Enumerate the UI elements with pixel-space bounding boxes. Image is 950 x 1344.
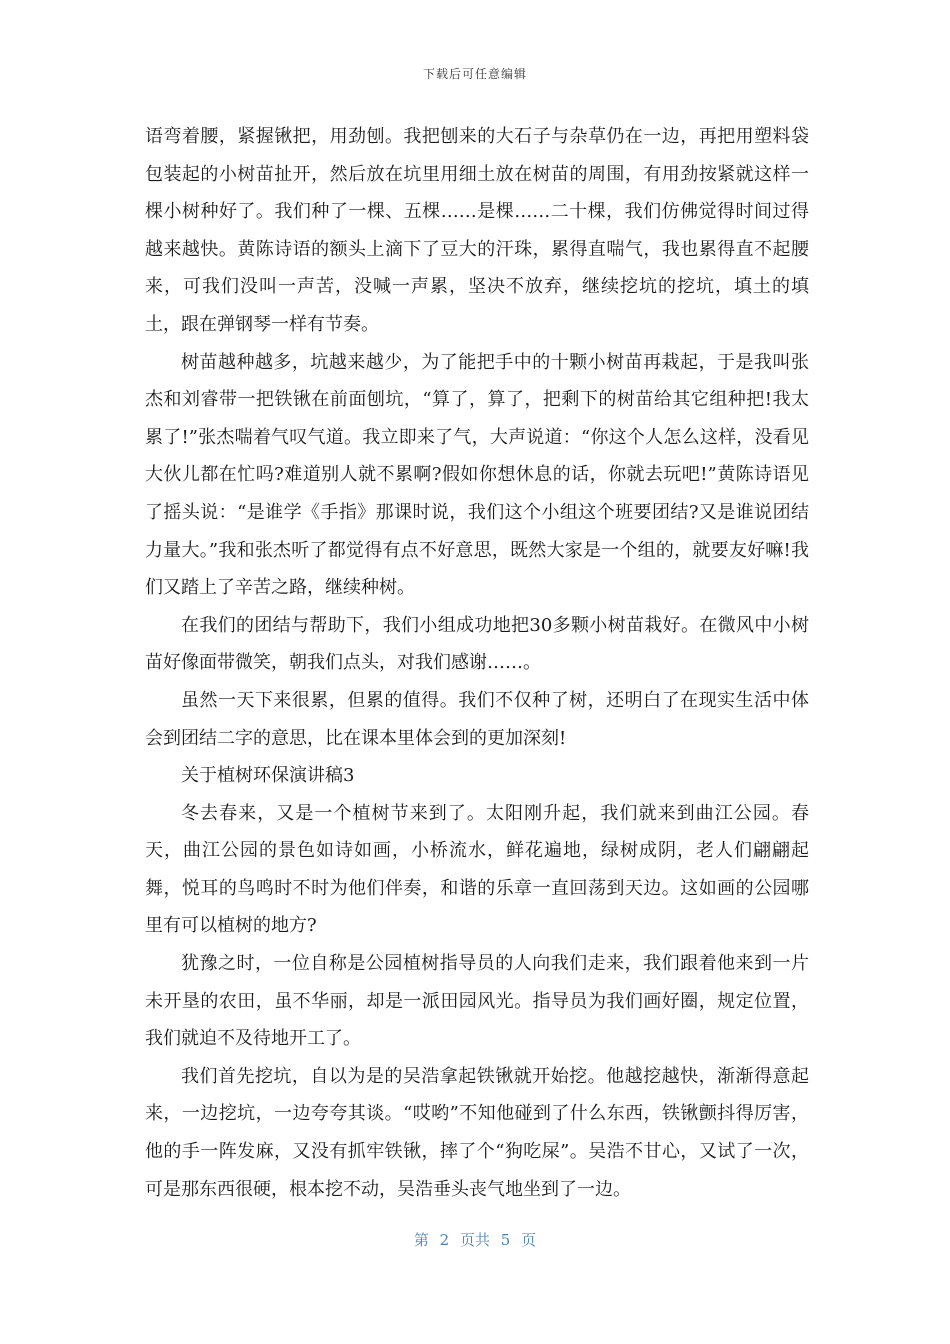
paragraph: 在我们的团结与帮助下，我们小组成功地把30多颗小树苗栽好。在微风中小树苗好像面带微笑，朝我们点头，对我们感谢……。 bbox=[145, 614, 809, 674]
section-title: 关于植树环保演讲稿3 bbox=[181, 765, 355, 787]
paragraph: 犹豫之时，一位自称是公园植树指导员的人向我们走来，我们跟着他来到一片未开垦的农田，虽不华丽，却是一派田园风光。指导员为我们画好圈，规定位置，我们就迫不及待地开工了。 bbox=[145, 953, 809, 1050]
page-header: 下载后可任意编辑 bbox=[422, 67, 527, 81]
paragraph: 我们首先挖坑，自以为是的吴浩拿起铁锹就开始挖。他越挖越快，渐渐得意起来，一边挖坑，一边夸夸其谈。“哎哟”不知他碰到了什么东西，铁锹颤抖得厉害，他的手一阵发麻，又没有抓牢铁锹，摔了个“狗吃屎”。吴浩不甘心，又试了一次，可是那东西很硬，根本挖不动，吴浩垂头丧气地坐到了一边。 bbox=[145, 1065, 809, 1200]
document-body bbox=[145, 118, 809, 1208]
paragraph: 虽然一天下来很累，但累的值得。我们不仅种了树，还明白了在现实生活中体会到团结二字的意思，比在课本里体会到的更加深刻! bbox=[145, 689, 809, 749]
paragraph: 冬去春来，又是一个植树节来到了。太阳刚升起，我们就来到曲江公园。春天，曲江公园的景色如诗如画，小桥流水，鲜花遍地，绿树成阴，老人们翩翩起舞，悦耳的鸟鸣时不时为他们伴奏，和谐的乐章一直回荡到天边。这如画的公园哪里有可以植树的地方? bbox=[145, 802, 809, 937]
paragraph-continued: 语弯着腰，紧握锹把，用劲刨。我把刨来的大石子与杂草仍在一边，再把用塑料袋包装起的小树苗扯开，然后放在坑里用细土放在树苗的周围，有用劲按紧就这样一棵小树种好了。我们种了一棵、五棵……是棵……二十棵，我们仿佛觉得时间过得越来越快。黄陈诗语的额头上滴下了豆大的汗珠，累得直喘气，我也累得直不起腰来，可我们没叫一声苦，没喊一声累，坚决不放弃，继续挖坑的挖坑，填土的填土，跟在弹钢琴一样有节奏。 bbox=[145, 126, 809, 335]
page-footer: 第 2 页共 5 页 bbox=[413, 1231, 537, 1249]
paragraph: 树苗越种越多，坑越来越少，为了能把手中的十颗小树苗再栽起，于是我叫张杰和刘睿带一把铁锹在前面刨坑，“算了，算了，把剩下的树苗给其它组种把!我太累了!”张杰喘着气叹气道。我立即来了气，大声说道：“你这个人怎么这样，没看见大伙儿都在忙吗?难道别人就不累啊?假如你想休息的话，你就去玩吧!”黄陈诗语见了摇头说：“是谁学《手指》那课时说，我们这个小组这个班要团结?又是谁说团结力量大。”我和张杰听了都觉得有点不好意思，既然大家是一个组的，就要友好嘛!我们又踏上了辛苦之路，继续种树。 bbox=[145, 351, 809, 599]
